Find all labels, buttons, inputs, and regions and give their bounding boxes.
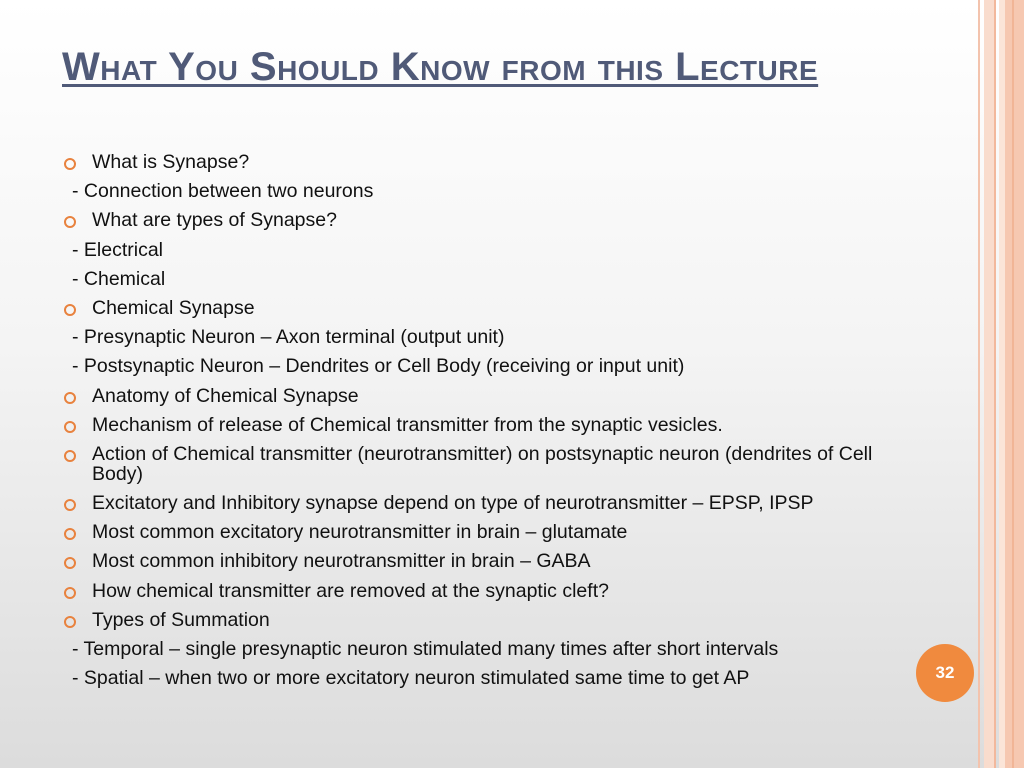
bullet-item [62,581,902,601]
circle-bullet-icon [64,587,76,599]
item-text: Chemical Synapse [92,296,255,319]
sub-item [62,269,902,289]
bullet-item [62,493,902,513]
bullet-item [62,551,902,571]
item-text: Mechanism of release of Chemical transmitter from the synaptic vesicles. [92,413,723,436]
bullet-item [62,210,902,230]
item-text: What is Synapse? [92,151,250,173]
page-number-badge: 32 [916,644,974,702]
item-text: - Postsynaptic Neuron – Dendrites or Cell Body (receiving or input unit) [72,355,685,378]
sub-item [62,639,902,659]
sub-item [62,327,902,347]
item-text: Most common excitatory neurotransmitter in brain – glutamate [92,521,628,544]
sub-item [62,668,902,688]
item-text: Most common inhibitory neurotransmitter in brain – GABA [92,550,591,573]
item-text: - Spatial – when two or more excitatory neuron stimulated same time to get AP [72,667,750,690]
circle-bullet-icon [64,450,76,462]
item-text: Excitatory and Inhibitory synapse depend on type of neurotransmitter – EPSP, IPSP [92,492,814,515]
slide-title: What You Should Know from this Lecture [62,45,819,89]
bullet-item [62,610,902,630]
item-text: - Chemical [72,267,166,290]
item-text: Types of Summation [92,608,270,631]
circle-bullet-icon [64,216,76,228]
circle-bullet-icon [64,421,76,433]
circle-bullet-icon [64,528,76,540]
item-text: - Electrical [72,238,164,261]
sub-item [62,356,902,376]
item-text: - Temporal – single presynaptic neuron stimulated many times after short intervals [72,638,779,660]
circle-bullet-icon [64,304,76,316]
circle-bullet-icon [64,392,76,404]
decorative-stripe [978,0,980,768]
bullet-item [62,298,902,318]
item-text: What are types of Synapse? [92,209,337,232]
item-text: Anatomy of Chemical Synapse [92,384,359,407]
bullet-item [62,386,902,406]
bullet-item [62,152,902,172]
circle-bullet-icon [64,616,76,628]
circle-bullet-icon [64,158,76,170]
slide-content [62,152,902,697]
decorative-stripe [1005,0,1024,768]
item-text: - Presynaptic Neuron – Axon terminal (output unit) [72,326,505,349]
item-text: How chemical transmitter are removed at the synaptic cleft? [92,579,609,602]
circle-bullet-icon [64,499,76,511]
decorative-stripe [1012,0,1014,768]
item-text: - Connection between two neurons [72,180,374,203]
bullet-item [62,444,902,484]
decorative-stripe [994,0,996,768]
item-text: Action of Chemical transmitter (neurotransmitter) on postsynaptic neuron (dendrites of Cell Body) [92,442,873,485]
bullet-item [62,522,902,542]
bullet-item [62,415,902,435]
sub-item [62,181,902,201]
circle-bullet-icon [64,557,76,569]
decorative-stripe [984,0,994,768]
sub-item [62,240,902,260]
